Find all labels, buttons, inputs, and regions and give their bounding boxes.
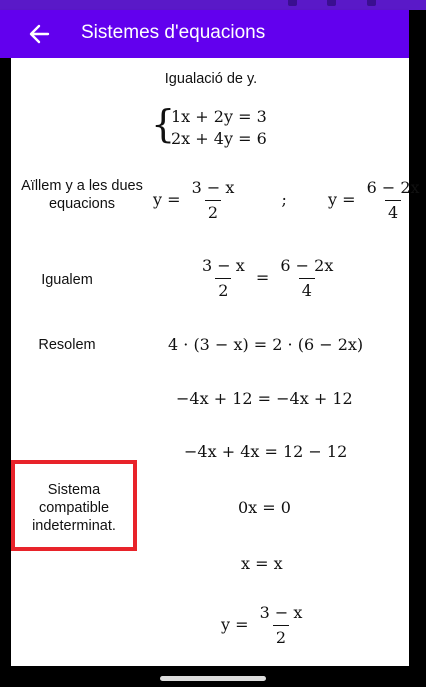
app-bar: [0, 10, 409, 58]
status-bar: [0, 0, 426, 10]
eq2-left: 2x + 4y: [171, 129, 233, 148]
solution-content[interactable]: [11, 58, 420, 666]
equate-label: Igualem: [41, 272, 93, 288]
eq1-right: = 3: [238, 107, 267, 126]
eq1-left: 1x + 2y: [171, 107, 233, 126]
system-equation-2: [171, 129, 267, 148]
y-equals-1: y =: [153, 190, 181, 209]
eq2-right: = 6: [238, 129, 267, 148]
equate-fraction-right: $\frac{6 - 2x}{4}$: [280, 256, 334, 300]
fraction-6-minus-2x-over-4: $\frac{6 - 2x}{4}$: [366, 178, 420, 222]
isolate-expression: [153, 179, 426, 222]
solve-label: Resolem: [38, 337, 96, 353]
app-title: Sistemes d'equacions: [81, 22, 266, 43]
method-label: Igualació de y.: [164, 71, 258, 87]
separator: ;: [281, 190, 287, 209]
solve-equation: 4 · (3 − x) = 2 · (6 − 2x): [168, 335, 364, 354]
system-brace: {: [151, 102, 176, 146]
home-indicator[interactable]: [160, 676, 266, 681]
equate-expression: [196, 257, 339, 300]
step-equation-5: x = x: [241, 554, 283, 573]
equate-fraction-left: $\frac{3 - x}{2}$: [202, 256, 245, 300]
step-equation-3: −4x + 4x = 12 − 12: [184, 442, 348, 461]
y-equals-2: y =: [327, 190, 356, 209]
isolate-label: Aïllem y a les dues equacions: [21, 178, 143, 212]
battery-icon: [367, 0, 376, 6]
result-label: Sistema compatible indeterminat.: [32, 482, 116, 534]
step-equation-4: 0x = 0: [238, 498, 291, 517]
wifi-icon: [327, 0, 336, 6]
final-y-equals: y =: [221, 615, 249, 634]
screen-edge: [409, 10, 426, 687]
equate-equals: =: [255, 268, 270, 287]
step-equation-2: −4x + 12 = −4x + 12: [176, 389, 353, 408]
signal-icon: [288, 0, 297, 6]
final-expression: [221, 604, 308, 647]
fraction-3-minus-x-over-2: $\frac{3 - x}{2}$: [191, 178, 235, 222]
navigation-bar: [0, 666, 426, 687]
system-equation-1: [171, 107, 267, 126]
back-arrow-icon[interactable]: [28, 23, 52, 45]
final-fraction: $\frac{3 - x}{2}$: [259, 603, 303, 647]
